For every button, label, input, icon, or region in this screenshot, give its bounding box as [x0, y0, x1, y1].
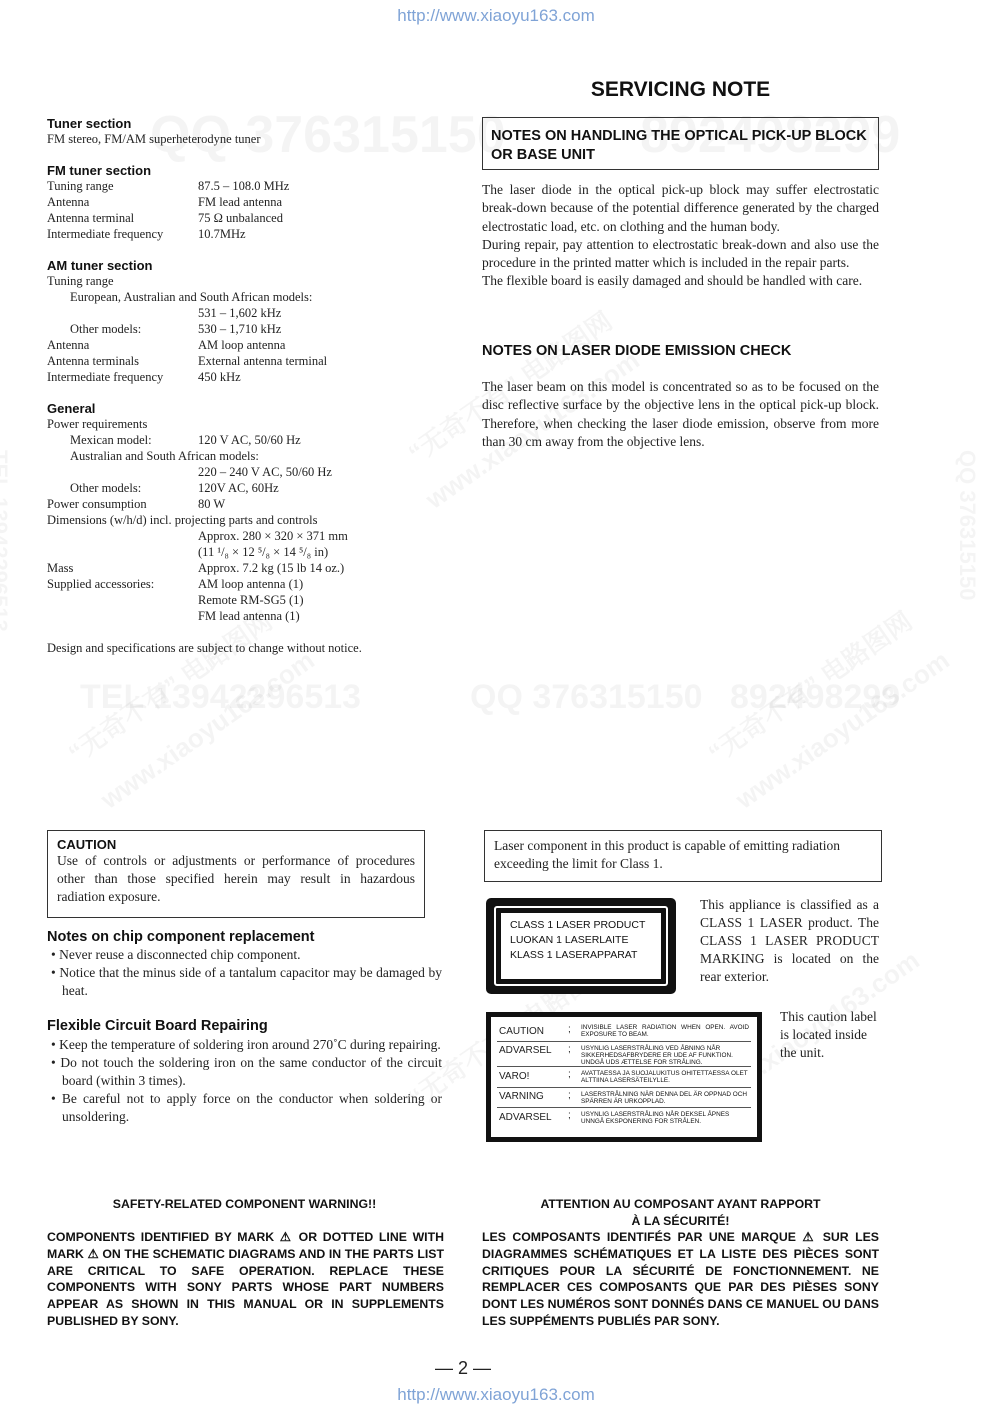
caution-label-text: USYNLIG LASERSTRÅLING NÅR DEKSEL ÅPNES UNNGÅ EKSPONERING FOR STRÅLEN.	[581, 1111, 730, 1125]
caution-label-name: ADVARSEL	[499, 1112, 552, 1123]
caution-label-text: LASERSTRÅLNING NÄR DENNA DEL ÄR OPPNAD OCH SPÄRREN ÄR URKOPPLAD.	[581, 1091, 747, 1105]
spec-key: Antenna terminals	[47, 354, 139, 368]
watermark-side-right	[954, 450, 980, 600]
spec-key: Power requirements	[47, 417, 148, 431]
caution-label-row	[497, 1088, 751, 1108]
spec-key: Power consumption	[47, 497, 147, 511]
spec-value: 120 V AC, 50/60 Hz	[198, 433, 301, 447]
spec-value: 530 – 1,710 kHz	[198, 322, 282, 336]
watermark-site-1	[95, 645, 320, 816]
general-heading: General	[47, 401, 96, 416]
spec-value: (11 ¹/₈ × 12 ⁵/₈ × 14 ⁵/₈ in)	[198, 545, 329, 559]
spec-value: External antenna terminal	[198, 354, 328, 368]
caution-label-row	[497, 1021, 751, 1042]
list-item: • Never reuse a disconnected chip component.	[51, 947, 301, 962]
servicing-paragraph-3: The flexible board is easily damaged and should be handled with care.	[482, 273, 863, 289]
caution-title: CAUTION	[57, 837, 117, 852]
caution-label-text: USYNLIG LASERSTRÅLING VED ÅBNING NÅR SIKKERHEDSAFBRYDERE ER UDE AF FUNKTION. UNDGÅ UDS ÆTTELSE FOR STRÅLING.	[581, 1045, 733, 1066]
spec-value: 220 – 240 V AC, 50/60 Hz	[198, 465, 332, 479]
optical-pickup-notes-box: NOTES ON HANDLING THE OPTICAL PICK-UP BLOCK OR BASE UNIT	[482, 117, 879, 170]
spec-value: 531 – 1,602 kHz	[198, 306, 282, 320]
caution-label-semicolon: ;	[568, 1024, 571, 1035]
list-item: • Keep the temperature of soldering iron around 270˚C during repairing.	[51, 1037, 441, 1052]
general-spec-table	[47, 416, 447, 624]
spec-value: AM loop antenna (1)	[198, 577, 304, 591]
tuner-section-heading: Tuner section	[47, 116, 132, 131]
spec-key: Intermediate frequency	[47, 370, 164, 384]
watermark-phone-mid	[80, 678, 361, 717]
caution-label-name: VARO!	[499, 1071, 530, 1082]
am-spec-table	[47, 273, 447, 385]
spec-key: European, Australian and South African models:	[70, 290, 313, 304]
caution-label-row	[497, 1108, 751, 1130]
spec-key: Australian and South African models:	[70, 449, 259, 463]
laser-emission-heading: NOTES ON LASER DIODE EMISSION CHECK	[482, 343, 792, 359]
specifications	[47, 116, 447, 656]
spec-key: Other models:	[70, 481, 142, 495]
spec-row: Antenna FM lead antenna	[47, 195, 283, 209]
list-item: • Notice that the minus side of a tantalum capacitor may be damaged by heat.	[51, 965, 442, 998]
caution-label-semicolon: ;	[568, 1044, 571, 1055]
spec-key: Mexican model:	[70, 433, 152, 447]
spec-value: 450 kHz	[198, 370, 241, 384]
spec-value: Approx. 280 × 320 × 371 mm	[198, 529, 348, 543]
class1-line: CLASS 1 LASER PRODUCT	[510, 919, 646, 931]
caution-text: Use of controls or adjustments or performance of procedures other than those specified herein may result in hazardous radiation exposure.	[57, 853, 415, 904]
caution-label-semicolon: ;	[568, 1110, 571, 1121]
safety-warning-en-title: SAFETY-RELATED COMPONENT WARNING!!	[112, 1197, 377, 1211]
caution-label-name: ADVARSEL	[499, 1045, 552, 1056]
caution-label-row	[497, 1042, 751, 1067]
laser-component-box: Laser component in this product is capable of emitting radiation exceeding the limit for Class 1.	[484, 830, 882, 882]
servicing-paragraphs	[482, 181, 879, 291]
spec-row: Intermediate frequency 10.7MHz	[47, 227, 246, 241]
fm-spec-table	[47, 178, 447, 242]
caution-label-text: AVATTAESSA JA SUOJALUKITUS OHITETTAESSA OLET ALTTIINA LASERSÄTEILYLLE.	[581, 1070, 748, 1084]
spec-key: Mass	[47, 561, 74, 575]
spec-value: 120V AC, 60Hz	[198, 481, 279, 495]
servicing-paragraph-2: During repair, pay attention to electrostatic break-down and also use the procedure in the printed matter which is included in the repair parts.	[482, 236, 879, 271]
spec-change-notice: Design and specifications are subject to change without notice.	[47, 641, 362, 655]
class1-line: KLASS 1 LASERAPPARAT	[510, 949, 638, 961]
spec-key: Antenna	[47, 338, 90, 352]
spec-value: AM loop antenna	[198, 338, 286, 352]
caution-label-description: This caution label is located inside the unit.	[780, 1009, 877, 1060]
caution-label-semicolon: ;	[568, 1090, 571, 1101]
watermark-cn-3	[700, 602, 919, 771]
spec-value: 80 W	[198, 497, 226, 511]
chip-notes-heading: Notes on chip component replacement	[47, 929, 315, 945]
safety-warning-fr-text: LES COMPOSANTS IDENTIFÉS PAR UNE MARQUE ⚠ SUR LES DIAGRAMMES SCHÉMATIQUES ET LA LISTE DES PIÈCES SONT CRITIQUES POUR LA SÉCURITÉ DE FONCTIONNEMENT. NE REMPLACER CES COMPOSANTS QUE PAR DES PIÈSES SONY DONT LES NUMÉROS SONT DONNÉS DANS CE MANUEL OU DANS LES SUPPÉMENTS PUBLIÉS PAR SONY.	[482, 1230, 879, 1328]
spec-row: Tuning range 87.5 – 108.0 MHz	[47, 179, 290, 193]
list-item: • Be careful not to apply force on the conductor when soldering or unsoldering.	[51, 1091, 442, 1124]
class1-line: LUOKAN 1 LASERLAITE	[510, 934, 629, 946]
caution-label-text: INVISIBLE LASER RADIATION WHEN OPEN. AVOID EXPOSURE TO BEAM.	[581, 1024, 749, 1038]
spec-key: Dimensions (w/h/d) incl. projecting parts and controls	[47, 513, 318, 527]
spec-key: Supplied accessories:	[47, 577, 155, 591]
caution-label	[486, 1012, 762, 1142]
caution-label-semicolon: ;	[568, 1069, 571, 1080]
spec-key: Other models:	[70, 322, 142, 336]
watermark-qq-mid	[470, 678, 703, 717]
watermark-side-left	[0, 450, 12, 632]
flex-board-list	[47, 1036, 442, 1126]
safety-warning-fr-title-1: ATTENTION AU COMPOSANT AYANT RAPPORT	[540, 1197, 821, 1211]
caution-box	[47, 830, 425, 918]
flex-board-heading: Flexible Circuit Board Repairing	[47, 1018, 268, 1034]
tuner-section-text: FM stereo, FM/AM superheterodyne tuner	[47, 132, 261, 146]
caution-label-name: VARNING	[499, 1091, 544, 1102]
page-number: — 2 —	[434, 1358, 491, 1378]
spec-row: Antenna terminal 75 Ω unbalanced	[47, 211, 283, 225]
safety-warning-en-text: COMPONENTS IDENTIFIED BY MARK ⚠ OR DOTTED LINE WITH MARK ⚠ ON THE SCHEMATIC DIAGRAMS AND IN THE PARTS LIST ARE CRITICAL TO SAFE OPERATION. REPLACE THESE COMPONENTS WITH SONY PARTS WHOSE PART NUMBERS APPEAR AS SHOWN IN THIS MANUAL OR IN SUPPLEMENTS PUBLISHED BY SONY.	[47, 1230, 444, 1328]
caution-label-row	[497, 1067, 751, 1088]
safety-warning-fr-title-2: À LA SÉCURITÉ!	[631, 1214, 730, 1228]
am-tuner-heading: AM tuner section	[47, 258, 153, 273]
chip-notes-list	[47, 946, 442, 1000]
class1-description: This appliance is classified as a CLASS 1 LASER product. The CLASS 1 LASER PRODUCT MARKING is located on the rear exterior.	[700, 897, 879, 984]
laser-emission-paragraph: The laser beam on this model is concentrated so as to be focused on the disc reflective surface by the objective lens in the optical pick-up block. Therefore, when checking the laser diode emission, observe from more than 30 cm away from the objective lens.	[482, 379, 879, 449]
spec-value: Approx. 7.2 kg (15 lb 14 oz.)	[198, 561, 345, 575]
watermark-site-3	[730, 645, 955, 816]
servicing-paragraph-1: The laser diode in the optical pick-up block may suffer electrostatic break-down because of the potential difference generated by the charged electrostatic load, etc. on clothing and the human body.	[482, 182, 879, 234]
fm-tuner-heading: FM tuner section	[47, 163, 152, 178]
spec-value: Remote RM-SG5 (1)	[198, 593, 304, 607]
spec-value: FM lead antenna (1)	[198, 609, 300, 623]
class1-laser-label	[486, 898, 676, 994]
watermark-qqnum-mid	[730, 678, 900, 717]
servicing-note-title: SERVICING NOTE	[590, 78, 771, 101]
caution-label-name: CAUTION	[499, 1026, 544, 1037]
spec-key: Tuning range	[47, 274, 114, 288]
list-item: • Do not touch the soldering iron on the same conductor of the circuit board (within 3 times).	[51, 1055, 442, 1088]
header-url[interactable]: http://www.xiaoyu163.com	[397, 6, 595, 25]
footer-url[interactable]: http://www.xiaoyu163.com	[397, 1385, 595, 1404]
